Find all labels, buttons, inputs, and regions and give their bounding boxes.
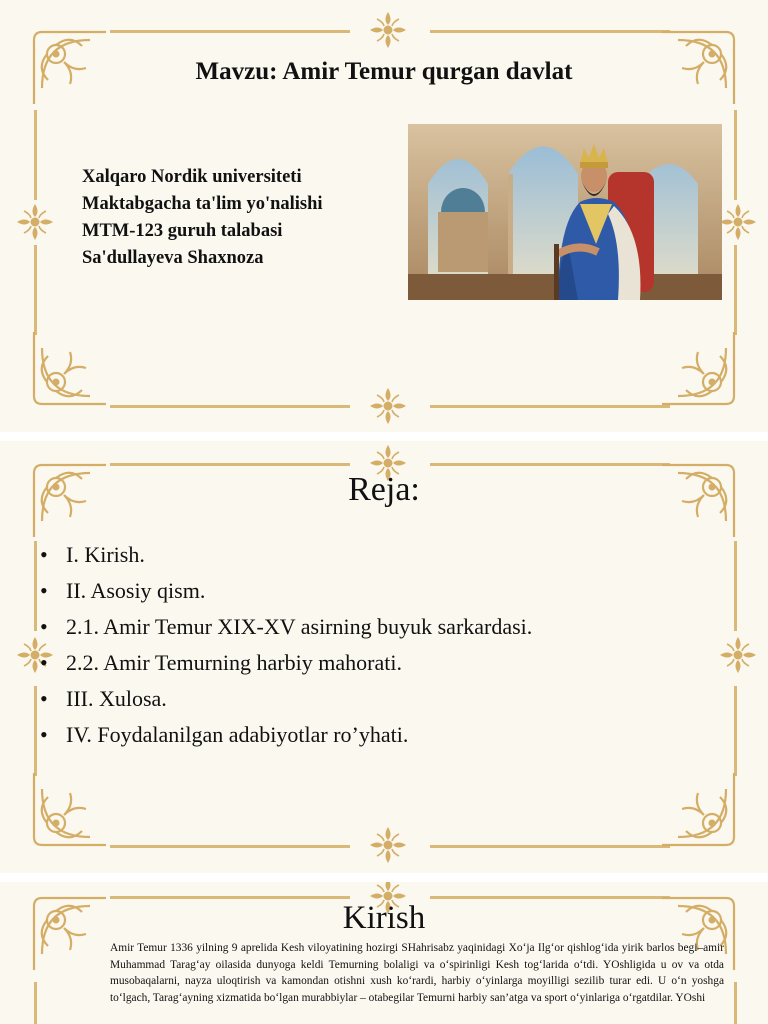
- frame-line: [34, 541, 37, 631]
- frame-line: [430, 896, 670, 899]
- frame-line: [34, 686, 37, 776]
- frame-line: [110, 30, 350, 33]
- frame-line: [430, 405, 670, 408]
- fleuron-ornament-icon: [718, 202, 758, 242]
- frame-line: [430, 845, 670, 848]
- frame-line: [734, 686, 737, 776]
- student-name-line: Sa'dullayeva Shaxnoza: [82, 248, 264, 268]
- fleuron-ornament-icon: [718, 635, 758, 675]
- author-info: [82, 164, 323, 272]
- plan-title: Reja:: [348, 471, 420, 508]
- list-item: [40, 681, 532, 717]
- frame-line: [110, 845, 350, 848]
- fleuron-ornament-icon: [368, 10, 408, 50]
- slide-title-text: Mavzu: Amir Temur qurgan davlat: [195, 58, 573, 85]
- corner-ornament-icon: [658, 769, 738, 849]
- list-item: [40, 573, 532, 609]
- slide-intro: [0, 882, 768, 1024]
- list-item-text: 2.2. Amir Temurning harbiy mahorati.: [66, 650, 402, 675]
- list-item-text: 2.1. Amir Temur XIX-XV asirning buyuk sarkardasi.: [66, 614, 533, 639]
- corner-ornament-icon: [30, 328, 110, 408]
- list-item: [40, 717, 532, 753]
- group-line: MTM-123 guruh talabasi: [82, 221, 283, 241]
- intro-title: Kirish: [342, 900, 426, 936]
- frame-line: [734, 245, 737, 335]
- bullet-icon: •: [40, 686, 48, 711]
- frame-line: [734, 541, 737, 631]
- bullet-icon: •: [40, 542, 48, 567]
- corner-ornament-icon: [30, 769, 110, 849]
- plan-list: [40, 537, 532, 753]
- list-item-text: IV. Foydalanilgan adabiyotlar ro’yhati.: [66, 722, 409, 747]
- frame-line: [110, 405, 350, 408]
- list-item-text: I. Kirish.: [66, 542, 145, 567]
- fleuron-ornament-icon: [15, 202, 55, 242]
- frame-line: [110, 463, 350, 466]
- frame-line: [430, 463, 670, 466]
- frame-line: [110, 896, 350, 899]
- slide-title: [0, 0, 768, 432]
- slide-plan: [0, 441, 768, 873]
- list-item-text: II. Asosiy qism.: [66, 578, 206, 603]
- list-item: [40, 645, 532, 681]
- university-line: Xalqaro Nordik universiteti: [82, 167, 302, 187]
- list-item: [40, 609, 532, 645]
- list-item: [40, 537, 532, 573]
- frame-line: [34, 110, 37, 200]
- frame-line: [734, 110, 737, 200]
- faculty-line: Maktabgacha ta'lim yo'nalishi: [82, 194, 323, 214]
- list-item-text: III. Xulosa.: [66, 686, 167, 711]
- corner-ornament-icon: [658, 328, 738, 408]
- amir-temur-portrait: [408, 124, 722, 300]
- bullet-icon: •: [40, 722, 48, 747]
- bullet-icon: •: [40, 650, 48, 675]
- frame-line: [734, 982, 737, 1024]
- bullet-icon: •: [40, 578, 48, 603]
- frame-line: [430, 30, 670, 33]
- frame-line: [34, 245, 37, 335]
- fleuron-ornament-icon: [368, 386, 408, 426]
- frame-line: [34, 982, 37, 1024]
- fleuron-ornament-icon: [368, 825, 408, 865]
- bullet-icon: •: [40, 614, 48, 639]
- intro-body-text: Amir Temur 1336 yilning 9 aprelida Kesh viloyatining hozirgi SHahrisabz yaqinidagi Xo‘ja Ilg‘or qishlog‘ida yirik barlos begi–amir Muhammad Tarag‘ay oilasida dunyoga keldi Temurning bolaligi va o‘spirinligi Kesh tog‘larida o‘tdi. YOshligida u ov va otda musobaqalarni, nayza uloqtirish va kamondan otishni xush ko‘rardi, harbiy o‘yinlarga moyilligi sezilib turar edi. U o‘n yoshga to‘lgach, Tarag‘ayning xizmatida bo‘lgan murabbiylar – otabegilar Temurni harbiy san’atga va sport o‘yinlariga o‘rgatdilar. YOshi: [110, 942, 724, 1004]
